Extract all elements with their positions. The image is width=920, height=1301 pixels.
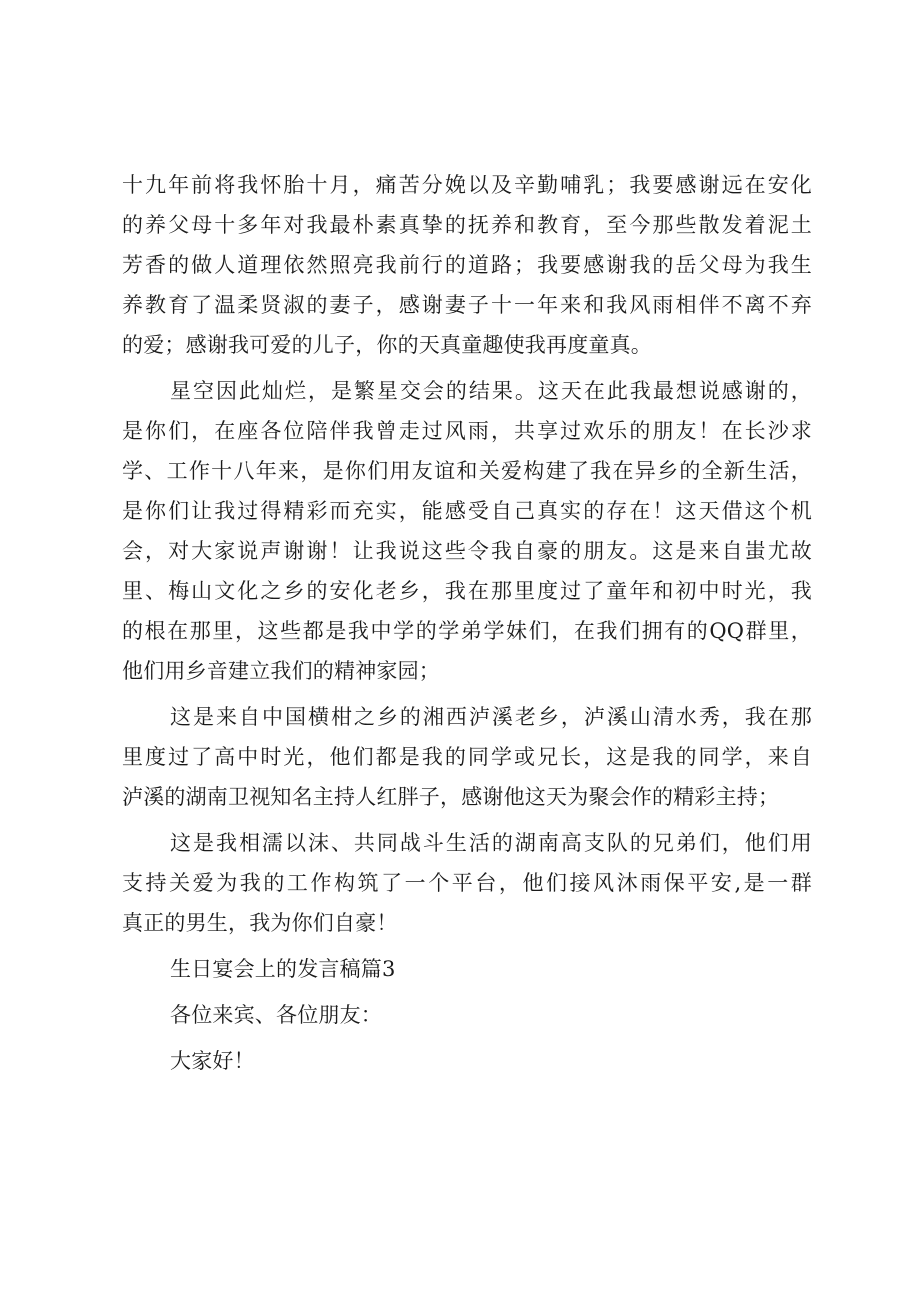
text-line: 他们用乡音建立我们的精神家园；: [122, 659, 440, 683]
paragraph: [122, 697, 812, 817]
section-heading: [122, 949, 812, 989]
text-line: 十九年前将我怀胎十月，痛苦分娩以及辛勤哺乳；我要感谢远在安化: [122, 173, 812, 197]
text-line: 的爱；感谢我可爱的儿子，你的天真童趣使我再度童真。: [122, 333, 652, 357]
text-line: 各位来宾、各位朋友：: [170, 1003, 382, 1027]
document-body: [122, 165, 812, 1081]
text-line: 里、梅山文化之乡的安化老乡，我在那里度过了童年和初中时光，我: [122, 579, 812, 603]
salutation: [122, 995, 812, 1035]
paragraph: [122, 165, 812, 365]
text-line: 是你们，在座各位陪伴我曾走过风雨，共享过欢乐的朋友！在长沙求: [122, 419, 812, 443]
text-line: 会，对大家说声谢谢！让我说这些令我自豪的朋友。这是来自蚩尤故: [122, 539, 812, 563]
text-line: 泸溪的湖南卫视知名主持人红胖子，感谢他这天为聚会作的精彩主持；: [122, 785, 780, 809]
text-line: 大家好！: [170, 1049, 255, 1073]
text-line: 芳香的做人道理依然照亮我前行的道路；我要感谢我的岳父母为我生: [122, 253, 812, 277]
text-line: 的养父母十多年对我最朴素真挚的抚养和教育，至今那些散发着泥土: [122, 213, 812, 237]
text-line: 是你们让我过得精彩而充实，能感受自己真实的存在！这天借这个机: [122, 499, 812, 523]
text-line: 学、工作十八年来，是你们用友谊和关爱构建了我在异乡的全新生活，: [122, 459, 812, 483]
text-line: 这是我相濡以沫、共同战斗生活的湖南高支队的兄弟们，他们用: [170, 831, 812, 855]
text-line: 养教育了温柔贤淑的妻子，感谢妻子十一年来和我风雨相伴不离不弃: [122, 293, 812, 317]
paragraph: [122, 371, 812, 691]
text-line: 这是来自中国横柑之乡的湘西泸溪老乡，泸溪山清水秀，我在那: [170, 705, 812, 729]
text-line: 里度过了高中时光，他们都是我的同学或兄长，这是我的同学，来自: [122, 745, 812, 769]
text-line: 真正的男生，我为你们自豪！: [122, 911, 398, 935]
paragraph: [122, 823, 812, 943]
text-line: 星空因此灿烂，是繁星交会的结果。这天在此我最想说感谢的，: [170, 379, 812, 403]
greeting: [122, 1041, 812, 1081]
text-line: 支持关爱为我的工作构筑了一个平台，他们接风沐雨保平安,是一群: [122, 871, 812, 895]
text-line: 的根在那里，这些都是我中学的学弟学妹们，在我们拥有的QQ群里，: [122, 619, 812, 643]
text-line: 生日宴会上的发言稿篇3: [170, 957, 396, 981]
